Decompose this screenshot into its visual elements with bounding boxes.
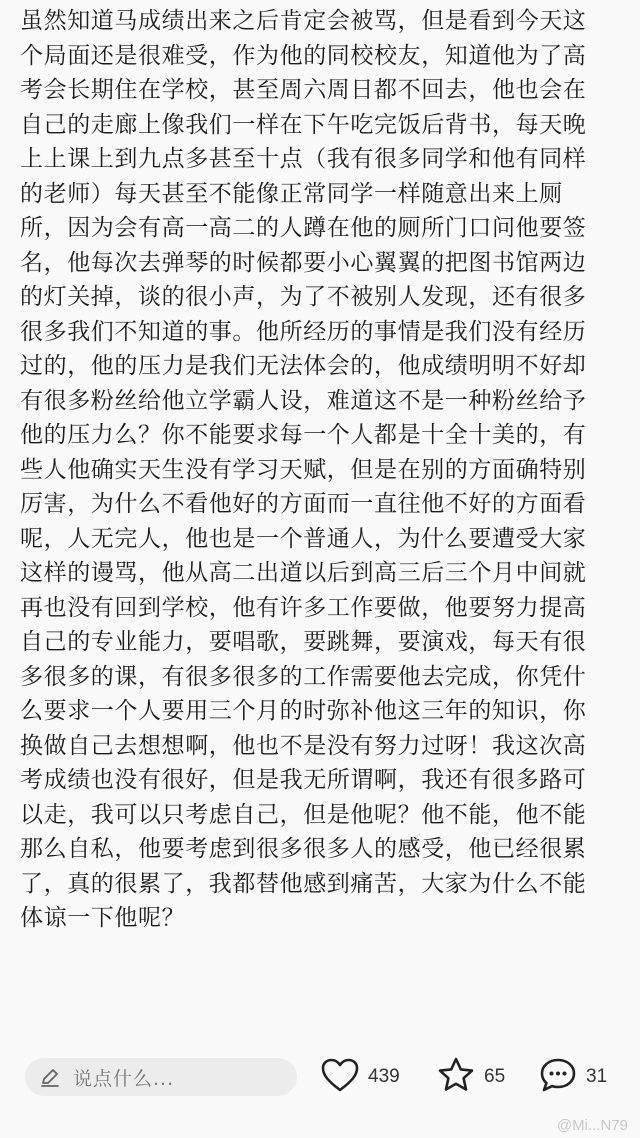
post-text-line: 考会长期住在学校，甚至周六周日都不回去，他也会在 — [20, 77, 587, 103]
star-icon — [436, 1056, 476, 1098]
post-text-line: 厉害，为什么不看他好的方面而一直往他不好的方面看 — [20, 491, 587, 517]
post-text-line: 考成绩也没有很好，但是我无所谓啊，我还有很多路可 — [20, 767, 587, 793]
watermark: @Mi...N79 — [556, 1117, 628, 1134]
post-text-line: 自己的专业能力，要唱歌，要跳舞，要演戏，每天有很 — [20, 629, 587, 655]
post-text-line: 上上课上到九点多甚至十点（我有很多同学和他有同样 — [20, 146, 587, 172]
comment-button[interactable] — [538, 1055, 607, 1099]
post-text-line: 了，真的很累了，我都替他感到痛苦，大家为什么不能 — [20, 870, 587, 897]
post-text-line: 的老师）每天甚至不能像正常同学一样随意出来上厕 — [20, 180, 563, 207]
favorite-count: 65 — [484, 1066, 506, 1087]
post-text-line: 个局面还是很难受，作为他的同校校友，知道他为了高 — [20, 42, 587, 69]
bottom-action-bar — [0, 1040, 640, 1115]
heart-icon — [320, 1057, 360, 1097]
post-body — [20, 4, 620, 1044]
post-text-line: 些人他确实天生没有学习天赋，但是在别的方面确特别 — [20, 456, 587, 483]
post-text-line: 名，他每次去弹琴的时候都要小心翼翼的把图书馆两边 — [20, 249, 587, 276]
post-text-line: 虽然知道马成绩出来之后肯定会被骂，但是看到今天这 — [20, 8, 587, 34]
comment-input[interactable] — [25, 1058, 297, 1096]
post-text-line: 过的，他的压力是我们无法体会的，他成绩明明不好却 — [20, 353, 587, 379]
post-text-line: 换做自己去想想啊，他也不是没有努力过呀！我这次高 — [20, 732, 587, 759]
favorite-button[interactable] — [436, 1055, 505, 1099]
post-text-line: 很多我们不知道的事。他所经历的事情是我们没有经历 — [20, 318, 587, 345]
post-text-line: 的灯关掉，谈的很小声，为了不被别人发现，还有很多 — [20, 284, 587, 310]
post-text-line: 体谅一下他呢？ — [20, 905, 186, 931]
comment-count: 31 — [586, 1066, 608, 1087]
post-text-line: 这样的谩骂，他从高二出道以后到高三后三个月中间就 — [20, 560, 587, 586]
like-count: 439 — [368, 1066, 400, 1087]
comment-placeholder: 说点什么... — [73, 1067, 175, 1090]
post-text-line: 自己的走廊上像我们一样在下午吃完饭后背书，每天晚 — [20, 111, 587, 138]
post-text-line: 那么自私，他要考虑到很多很多人的感受，他已经很累 — [20, 836, 587, 862]
like-button[interactable] — [320, 1055, 400, 1099]
post-text-line: 以走，我可以只考虑自己，但是他呢？他不能，他不能 — [20, 801, 587, 828]
post-text-line: 呢，人无完人，他也是一个普通人，为什么要遭受大家 — [20, 525, 587, 552]
post-text-line: 有很多粉丝给他立学霸人设，难道这不是一种粉丝给予 — [20, 387, 587, 414]
post-text-line: 么要求一个人要用三个月的时弥补他这三年的知识，你 — [20, 698, 587, 724]
post-text-line: 他的压力么？你不能要求每一个人都是十全十美的，有 — [20, 422, 587, 448]
post-text-line: 再也没有回到学校，他有许多工作要做，他要努力提高 — [20, 594, 587, 621]
pencil-icon — [39, 1066, 61, 1088]
post-text-line: 所，因为会有高一高二的人蹲在他的厕所门口问他要签 — [20, 215, 587, 241]
speech-bubble-icon — [538, 1056, 578, 1098]
post-text-line: 多很多的课，有很多很多的工作需要他去完成，你凭什 — [20, 663, 587, 690]
